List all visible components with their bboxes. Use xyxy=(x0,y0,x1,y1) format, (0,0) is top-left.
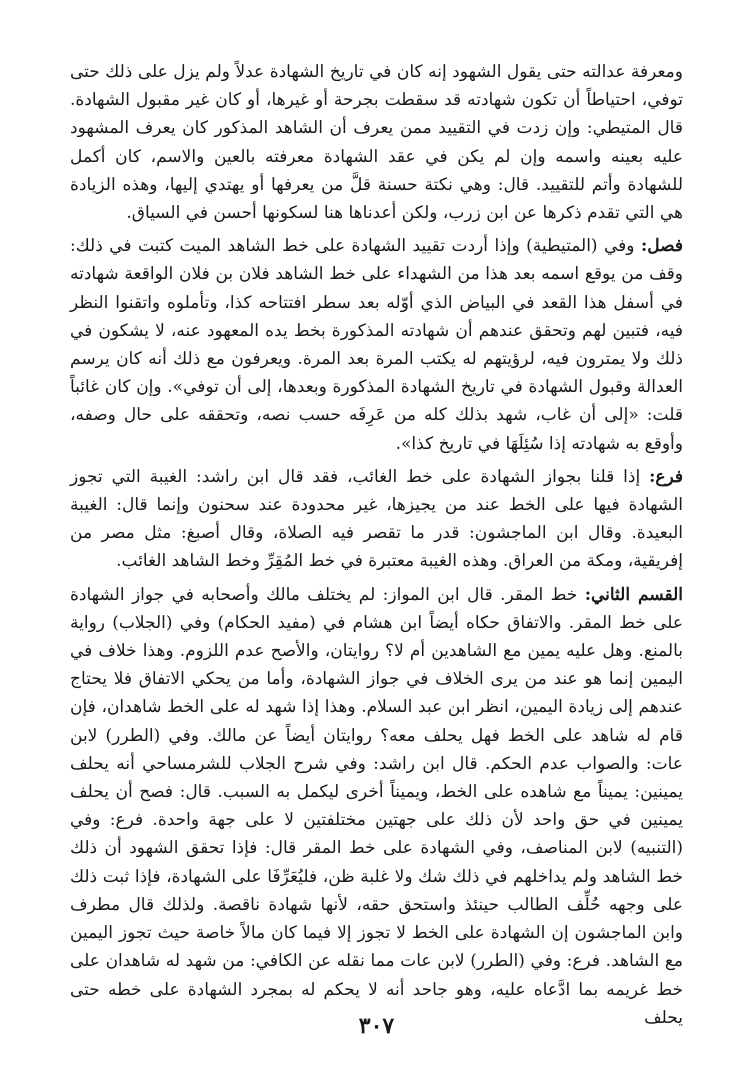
paragraph-far xyxy=(70,463,683,576)
section-heading-far: فرع: xyxy=(649,466,683,487)
paragraph-text: ومعرفة عدالته حتى يقول الشهود إنه كان في تاريخ الشهادة عدلاً ولم يزل على ذلك حتى توفي، احتياطاً أن تكون شهادته قد سقطت بجرحة أو غيرها، أو كان غير مقبول الشهادة. قال المتيطي: وإن زدت في التقييد ممن يعرف أن الشاهد المذكور كان يعرف المشهود عليه بعينه واسمه وإن لم يكن في عقد الشهادة معرفته بالعين والاسم، كان أكمل للشهادة وأتم للتقييد. قال: وهي نكتة حسنة قلَّ من يعرفها أو يهتدي إليها، وهذه الزيادة هي التي تقدم ذكرها عن ابن زرب، ولكن أعدناها هنا لسكونها أحسن في السياق. xyxy=(70,62,683,224)
main-text xyxy=(70,58,683,1032)
page-number: ٣٠٧ xyxy=(358,1013,395,1039)
paragraph-fasl xyxy=(70,232,683,458)
section-heading-second-part: القسم الثاني: xyxy=(584,584,683,605)
paragraph-text: وفي (المتيطية) وإذا أردت تقييد الشهادة على خط الشاهد الميت كتبت في ذلك: وقف من يوقع اسمه بعد هذا من الشهداء على خط الشاهد فلان بن فلان الواقعة شهادته في أسفل هذا القعد في البياض الذي أوّله بعد سطر افتتاحه كذا، وتأملوه واتقنوا النظر فيه، فتبين لهم وتحقق عندهم أن شهادته المذكورة بخط يده المعهود عنه، لا يشكون في ذلك ولا يمترون فيه، لرؤيتهم له يكتب المرة بعد المرة. ويعرفون مع ذلك أنه كان يرسم العدالة وقبول الشهادة في تاريخ الشهادة المذكورة وبعدها، إلى أن توفي». وإن كان غائباً قلت: «إلى أن غاب، شهد بذلك كله من عَرِفَه حسب نصه، وتحققه على حال وصفه، وأوقع به شهادته إذا سُئِلَهَا في تاريخ كذا». xyxy=(70,236,683,454)
paragraph-second-section xyxy=(70,581,683,1032)
paragraph-text: إذا قلنا بجواز الشهادة على خط الغائب، فقد قال ابن راشد: الغيبة التي تجوز الشهادة فيها على الخط عند من يجيزها، غير محدودة عند سحنون وإنما قال: الغيبة البعيدة. وقال ابن الماجشون: قدر ما تقصر فيه الصلاة، وقال أصبغ: مثل مصر من إفريقية، ومكة من العراق. وهذه الغيبة معتبرة في خط المُقِرِّ وخط الشاهد الغائب. xyxy=(70,466,683,572)
paragraph-text: خط المقر. قال ابن المواز: لم يختلف مالك وأصحابه في جواز الشهادة على خط المقر. والاتفاق حكاه أيضاً ابن هشام في (مفيد الحكام) وفي (الجلاب) رواية بالمنع. وهل عليه يمين مع الشاهدين أم لا؟ روايتان، والأصح عدم اللزوم. وهذا خلاف في اليمين إنما هو عند من يرى الخلاف في جواز الشهادة، وأما من يحكي الاتفاق فلا يحتاج عندهم إلى زيادة اليمين، انظر ابن عبد السلام. وهذا إذا شهد له على الخط شاهدان، فإن قام له شاهد على الخط فهل يحلف معه؟ روايتان أيضاً عن مالك. وفي (الطرر) لابن عات: والصواب عدم الحكم. قال ابن راشد: وفي شرح الجلاب للشرمساحي أنه يحلف يمينين: يميناً مع شاهده على الخط، ويميناً أخرى ليكمل به السبب. قال: فصح أن يحلف يمينين في حق واحد لأن ذلك على جهتين مختلفتين لا على جهة واحدة. فرع: وفي (التنبيه) لابن المناصف، وفي الشهادة على خط المقر قال: فإذا تحقق الشهود أن ذلك خط الشاهد ولم يداخلهم في ذلك شك ولا غلبة ظن، فليُعَرِّفَا على الشهادة، فإذا ثبت ذلك على وجهه حُلِّف الطالب حينئذ واستحق حقه، لأنها شهادة ناقصة. ولذلك قال مطرف وابن الماجشون إن الشهادة على الخط لا تجوز إلا فيما كان مالاً خاصة حيث تجوز اليمين مع الشاهد. فرع: وفي (الطرر) لابن عات مما نقله عن الكافي: من شهد له شاهدان على خط غريمه بما ادَّعاه عليه، وهو جاحد أنه لا يحكم له بمجرد الشهادة على خطه حتى يحلف xyxy=(70,584,683,1028)
section-heading-fasl: فصل: xyxy=(640,236,683,257)
paragraph-intro xyxy=(70,58,683,227)
